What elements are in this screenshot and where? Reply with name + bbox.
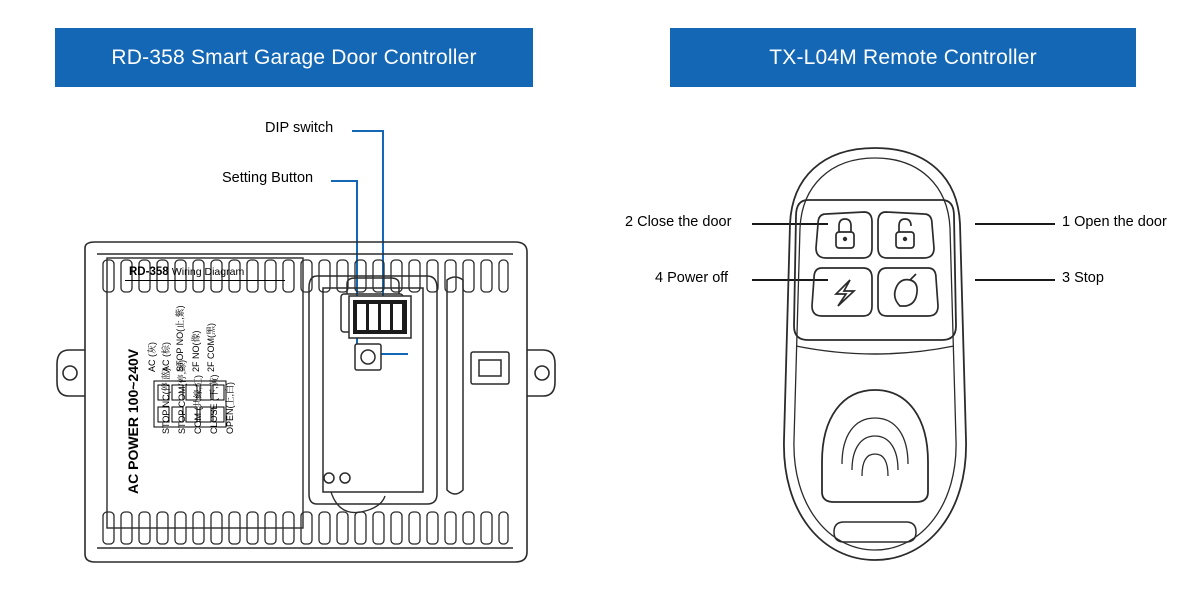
wiring-terminal-ac-gray: AC (灰) <box>147 342 157 372</box>
dome-arc-1 <box>842 418 875 464</box>
wiring-terminal-ac-brown: AC (棕) <box>161 342 171 372</box>
mounting-ear-left <box>57 350 85 396</box>
keypad-divider <box>796 346 954 354</box>
mounting-ear-right <box>527 350 555 396</box>
keyring-slot <box>834 522 916 542</box>
callout-label-dip-switch: DIP switch <box>265 120 334 136</box>
wiring-heading-model: RD-358 <box>129 266 169 278</box>
wiring-terminal-close: CLOSE (下,黃) <box>209 374 219 434</box>
wiring-terminal-2f-no: 2F NO(像) <box>191 330 201 372</box>
wiring-terminal-open: OPEN(上,白) <box>225 381 235 434</box>
setting-pushbutton-component <box>355 344 381 370</box>
mounting-hole-left <box>63 366 77 380</box>
left-title-bar <box>55 28 533 87</box>
right-title-bar <box>670 28 1136 87</box>
callout-label-power-off: 4 Power off <box>655 270 729 286</box>
left-title-text: RD-358 Smart Garage Door Controller <box>111 45 477 69</box>
padlock-closed-icon <box>836 219 854 248</box>
wiring-terminal-stop-com: STOP COM(停,綠) <box>177 359 187 434</box>
remote-buttons <box>812 212 938 316</box>
wiring-terminal-2f-com: 2F COM(黑) <box>206 323 216 372</box>
wiring-diagram-label <box>107 258 303 528</box>
leader-setting-button-horizontal <box>331 180 358 182</box>
wiring-terminal-stop-nc: STOP NC(停,蓝) <box>161 367 171 434</box>
wiring-heading-rule <box>125 280 285 281</box>
leader-dip-switch-horizontal <box>352 130 384 132</box>
lightning-icon <box>836 280 854 306</box>
callout-label-open-the-door: 1 Open the door <box>1062 214 1167 230</box>
right-title-text: TX-L04M Remote Controller <box>769 45 1037 69</box>
logo-dome <box>822 390 928 502</box>
wiring-terminal-stop-no: STOP NO(止,紫) <box>175 305 185 372</box>
dome-arc-6 <box>875 454 888 476</box>
callout-label-stop: 3 Stop <box>1062 270 1104 286</box>
wiring-power-label: AC POWER 100~240V <box>125 348 141 494</box>
wiring-terminal-com: COM (共線,紅) <box>193 375 203 434</box>
remote-control-drawing <box>760 140 990 570</box>
side-cover <box>447 277 509 494</box>
wiring-heading-text: Wiring Diagram <box>171 266 245 278</box>
callout-label-close-the-door: 2 Close the door <box>625 214 732 230</box>
padlock-open-icon <box>896 219 914 248</box>
mounting-hole-right <box>535 366 549 380</box>
power-off-button[interactable] <box>812 268 872 316</box>
dome-arc-5 <box>862 454 875 476</box>
dome-arc-2 <box>875 418 908 464</box>
callout-label-setting-button: Setting Button <box>222 170 314 186</box>
stop-button[interactable] <box>878 268 938 316</box>
stop-hand-icon <box>895 274 917 306</box>
dip-switch-component <box>349 296 411 338</box>
